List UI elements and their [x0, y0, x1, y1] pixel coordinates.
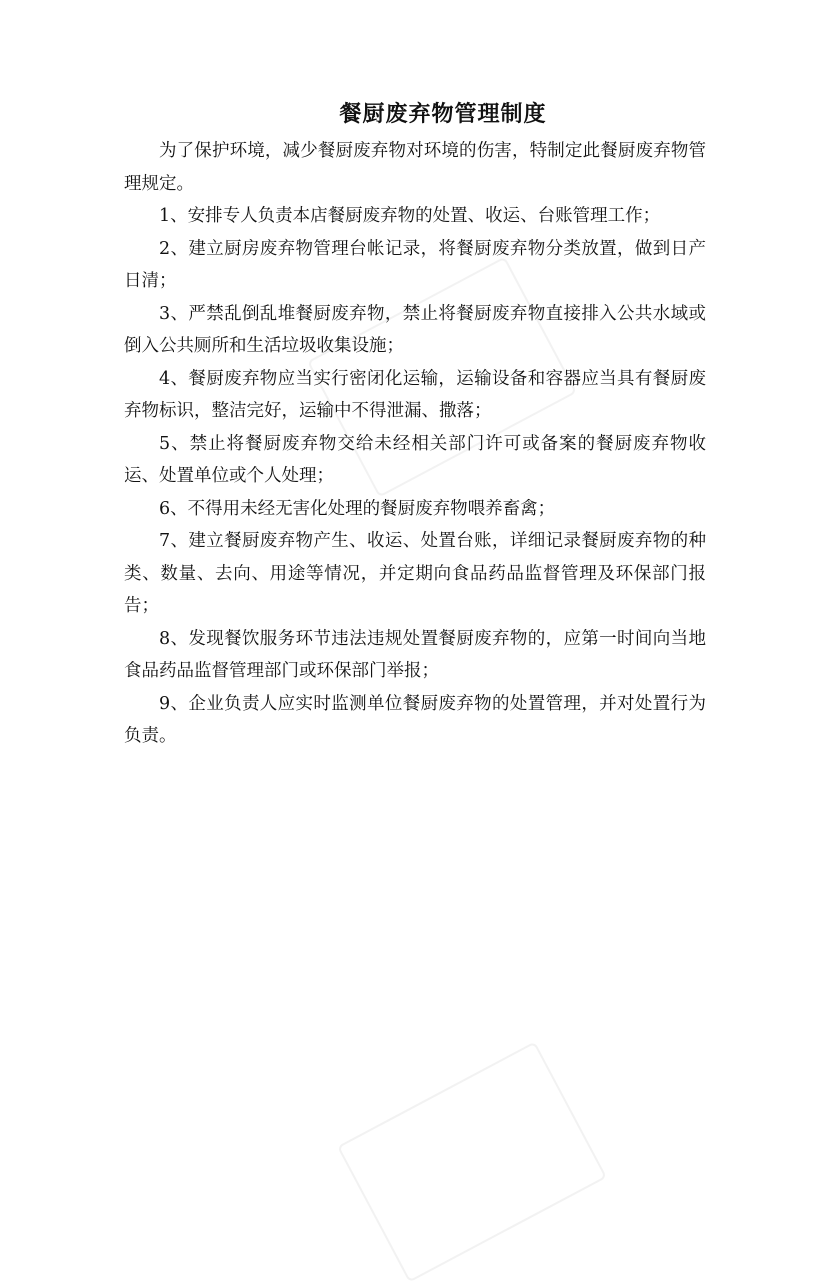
rule-item-4: 4、餐厨废弃物应当实行密闭化运输，运输设备和容器应当具有餐厨废弃物标识，整洁完好，运输中不得泄漏、撒落；: [124, 368, 706, 421]
document-body: [124, 135, 706, 753]
watermark: [337, 1041, 607, 1282]
rule-item-9: 9、企业负责人应实时监测单位餐厨废弃物的处置管理，并对处置行为负责。: [124, 693, 706, 746]
intro-paragraph: 为了保护环境，减少餐厨废弃物对环境的伤害，特制定此餐厨废弃物管理规定。: [124, 141, 706, 194]
document-title: 餐厨废弃物管理制度: [339, 101, 547, 127]
rule-item-3: 3、严禁乱倒乱堆餐厨废弃物，禁止将餐厨废弃物直接排入公共水域或倒入公共厕所和生活垃圾收集设施；: [124, 303, 706, 356]
rule-item-5: 5、禁止将餐厨废弃物交给未经相关部门许可或备案的餐厨废弃物收运、处置单位或个人处理；: [124, 433, 706, 486]
rule-item-7: 7、建立餐厨废弃物产生、收运、处置台账，详细记录餐厨废弃物的种类、数量、去向、用途等情况，并定期向食品药品监督管理及环保部门报告；: [124, 531, 706, 616]
rule-item-2: 2、建立厨房废弃物管理台帐记录，将餐厨废弃物分类放置，做到日产日清；: [124, 238, 706, 291]
rule-item-6: 6、不得用未经无害化处理的餐厨废弃物喂养畜禽；: [159, 498, 556, 519]
rule-item-1: 1、安排专人负责本店餐厨废弃物的处置、收运、台账管理工作；: [159, 206, 661, 226]
rule-item-8: 8、发现餐饮服务环节违法违规处置餐厨废弃物的，应第一时间向当地食品药品监督管理部门或环保部门举报；: [124, 628, 706, 681]
